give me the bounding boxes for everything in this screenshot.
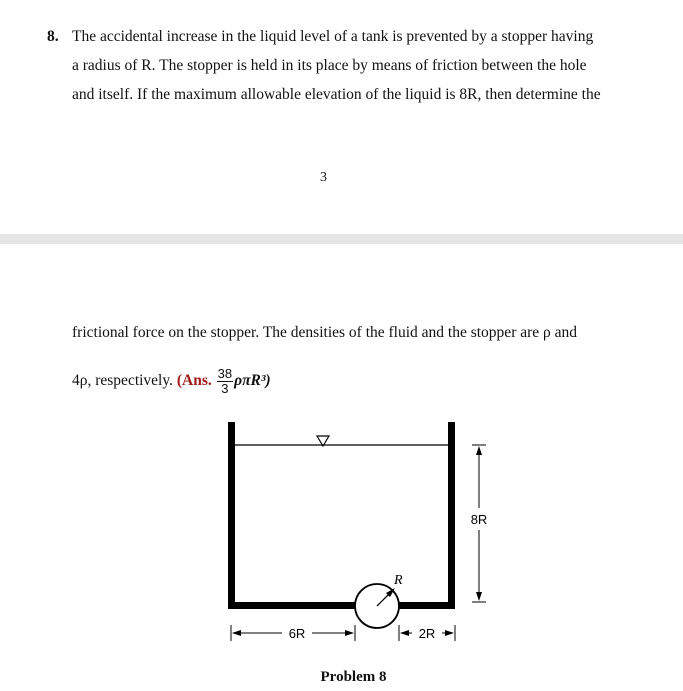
answer-denominator: 3 <box>221 381 229 396</box>
tank-right-wall <box>448 422 455 609</box>
height-arrow-down-icon <box>476 592 482 601</box>
right-dim-arrow-right-icon <box>445 630 454 636</box>
right-dim-label: 2R <box>418 626 436 641</box>
problem-text-line-5-prefix: 4ρ, respectively. <box>72 372 173 390</box>
height-dim-label: 8R <box>470 512 488 527</box>
problem-text-line-1: The accidental increase in the liquid level of a tank is prevented by a stopper having <box>72 28 594 45</box>
problem-text-line-2: a radius of R. The stopper is held in its place by means of friction between the hole <box>72 57 587 74</box>
page-number: 3 <box>320 170 327 185</box>
figure-caption <box>0 669 683 686</box>
problem-text-line-3: and itself. If the maximum allowable elevation of the liquid is 8R, then determine the <box>72 86 601 103</box>
answer-label: (Ans. <box>176 372 212 390</box>
left-dim-label: 6R <box>288 626 306 641</box>
right-dim-arrow-left-icon <box>400 630 409 636</box>
tank-bottom-left <box>228 602 355 609</box>
answer-numerator: 38 <box>217 366 233 381</box>
tank-bottom-right <box>399 602 455 609</box>
problem-number: 8. <box>47 28 59 45</box>
height-arrow-up-icon <box>476 446 482 455</box>
answer-expression: ρπR³) <box>234 372 271 390</box>
left-dim-arrow-left-icon <box>232 630 241 636</box>
tank-left-wall <box>228 422 235 609</box>
figure-caption-text: Problem 8 <box>320 669 387 685</box>
problem-text-line-4: frictional force on the stopper. The densities of the fluid and the stopper are ρ and <box>72 324 578 341</box>
left-dim-arrow-right-icon <box>345 630 354 636</box>
radius-label: R <box>394 573 403 588</box>
